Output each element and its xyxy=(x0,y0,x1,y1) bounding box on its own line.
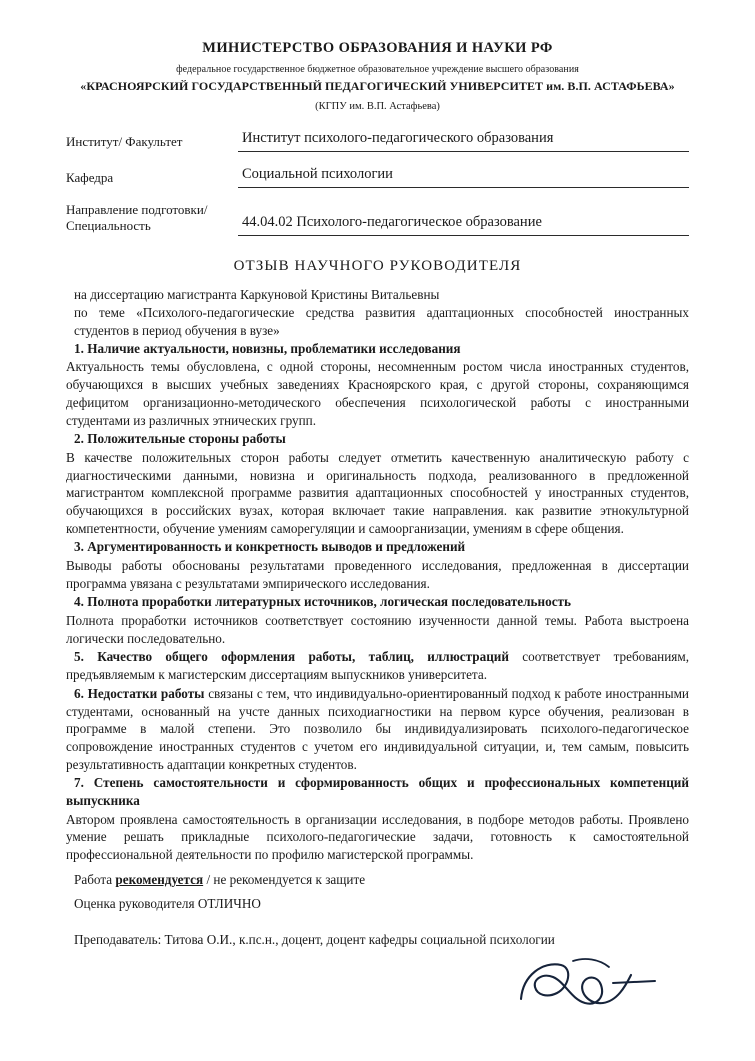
page-title: ОТЗЫВ НАУЧНОГО РУКОВОДИТЕЛЯ xyxy=(233,257,522,274)
signature-mark xyxy=(513,953,663,1023)
grade-line: Оценка руководителя ОТЛИЧНО xyxy=(74,896,261,912)
section-heading-6-text: 6. Недостатки работы xyxy=(74,685,205,701)
section-5 xyxy=(66,648,689,683)
section-heading-2-text: 2. Положительные стороны работы xyxy=(74,431,286,447)
section-heading-1-text: 1. Наличие актуальности, новизны, проблематики исследования xyxy=(74,340,461,356)
section-6 xyxy=(66,685,689,773)
document-header xyxy=(0,0,755,112)
section-text-2: В качестве положительных сторон работы следует отметить качественную аналитическую работу с диагностическими данными, новизна и оригинальность подхода, реализованного в предложенной магистрантом комплексной программе развития адаптационных способностей у иностранных студентов, обучающихся в российских вузах, которая включает такие направления. как развитие этнокультурной компетентности, обучение умениям саморегуляции и самоорганизации, умениям в сфере общения. xyxy=(66,449,689,536)
teacher-line: Преподаватель: Титова О.И., к.пс.н., доцент, доцент кафедры социальной психологии xyxy=(74,932,555,948)
section-heading-5-text: 5. Качество общего оформления работы, таблиц, иллюстраций xyxy=(74,649,509,665)
recommendation-prefix: Работа xyxy=(74,871,116,887)
university-name: «КРАСНОЯРСКИЙ ГОСУДАРСТВЕННЫЙ ПЕДАГОГИЧЕСКИЙ УНИВЕРСИТЕТ им. В.П. АСТАФЬЕВА» xyxy=(80,79,675,93)
section-heading-4 xyxy=(66,593,689,611)
section-heading-7 xyxy=(66,774,689,809)
subject-line: на диссертацию магистранта Каркуновой Кристины Витальевны xyxy=(74,286,440,302)
recommendation-line xyxy=(66,871,689,889)
section-text-3: Выводы работы обоснованы результатами проведенного исследования, предложенная в диссертации программа увязана с результатами эмпирического исследования. xyxy=(66,558,689,591)
field-row-department xyxy=(66,166,689,188)
field-row-institute xyxy=(66,130,689,152)
field-label-department: Кафедра xyxy=(66,170,114,186)
field-label-program: Направление подготовки/ Специальность xyxy=(66,202,208,233)
document-body xyxy=(0,286,755,949)
section-heading-1 xyxy=(66,340,689,358)
section-text-7: Автором проявлена самостоятельность в организации исследования, в подборе методов работы. Проявлено умение решать прикладные психолого-педагогические задачи, готовность к самостоятельной профессиональной деятельности по профилю магистерской программы. xyxy=(66,811,689,863)
field-value-program[interactable]: 44.04.02 Психолого-педагогическое образование xyxy=(238,214,689,236)
university-short-name: (КГПУ им. В.П. Астафьева) xyxy=(315,101,440,112)
section-text-5: соответствует требованиям, предъявляемым к магистерским диссертациям выпускников университета. xyxy=(66,649,689,683)
section-heading-3-text: 3. Аргументированность и конкретность выводов и предложений xyxy=(74,539,466,555)
recommendation-choice: рекомендуется xyxy=(115,871,204,887)
field-label-institute: Институт/ Факультет xyxy=(66,134,183,150)
section-heading-3 xyxy=(66,538,689,556)
recommendation-suffix: / не рекомендуется к защите xyxy=(203,871,366,887)
field-value-department[interactable]: Социальной психологии xyxy=(238,166,689,188)
organization-type-line: федеральное государственное бюджетное образовательное учреждение высшего образования xyxy=(176,64,579,75)
section-heading-2 xyxy=(66,430,689,448)
section-text-1: Актуальность темы обусловлена, с одной стороны, несомненным ростом числа иностранных студентов, обучающихся в высших учебных заведениях Красноярского края, с другой стороны, сохраняющимся дефицитом организационно-методического обеспечения психологической работы с иностранными студентами из различных этнических групп. xyxy=(66,359,689,428)
form-fields xyxy=(0,130,755,236)
section-text-4: Полнота проработки источников соответствует состоянию изученности данной темы. Работа выстроена логически последовательно. xyxy=(66,613,689,646)
section-heading-7-text: 7. Степень самостоятельности и сформированность общих и профессиональных компетенций выпускника xyxy=(66,775,689,808)
section-heading-4-text: 4. Полнота проработки литературных источников, логическая последовательность xyxy=(74,594,571,610)
section-text-6: связаны с тем, что индивидуально-ориентированный подход к работе иностранными студентами, основанный на учсте данных психодиагностики на первом курсе обучения, реализован в программе в малой степени. Это позволило бы индивидуализировать психолого-педагогическое сопровождение иностранных студентов с учетом его индивидуальной ситуации, и, тем самым, повысить результативность адаптации конкретных студентов. xyxy=(66,685,689,772)
topic-line: по теме «Психолого-педагогические средства развития адаптационных способностей иностранных студентов в период обучения в вузе» xyxy=(74,305,689,339)
ministry-title: МИНИСТЕРСТВО ОБРАЗОВАНИЯ И НАУКИ РФ xyxy=(202,40,553,56)
field-row-program xyxy=(66,202,689,236)
field-value-institute[interactable]: Институт психолого-педагогического образования xyxy=(238,130,689,152)
